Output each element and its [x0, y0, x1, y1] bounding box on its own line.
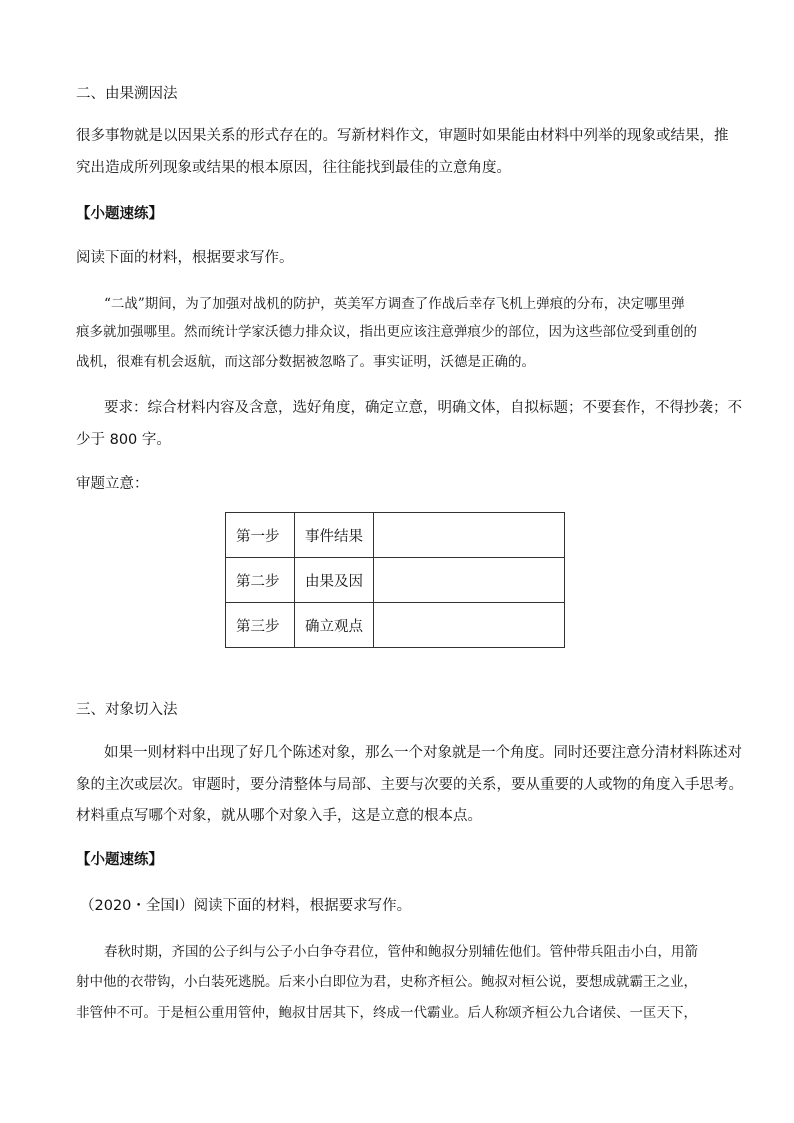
table-cell: 由果及因: [295, 558, 374, 603]
analysis-label: 审题立意：: [76, 476, 149, 492]
table-cell: [374, 603, 565, 648]
requirement-line: 要求：综合材料内容及含意，选好角度，确定立意，明确文体，自拟标题；不要套作，不得抄袭；不: [104, 400, 742, 416]
material-line: 春秋时期，齐国的公子纠与公子小白争夺君位，管仲和鲍叔分别辅佐他们。管仲带兵阻击小白，用箭: [104, 944, 698, 960]
table-cell: 确立观点: [295, 603, 374, 648]
instruction-text: （2020・全国Ⅰ）阅读下面的材料，根据要求写作。: [80, 898, 412, 914]
table-cell: 事件结果: [295, 513, 374, 558]
table-cell: [374, 558, 565, 603]
instruction-text: 阅读下面的材料，根据要求写作。: [76, 250, 294, 266]
practice-label: 【小题速练】: [76, 852, 163, 868]
material-line: 非管仲不可。于是桓公重用管仲，鲍叔甘居其下，终成一代霸业。后人称颂齐桓公九合诸侯、一匡天下，: [76, 1005, 697, 1021]
table-row: [226, 603, 565, 648]
table-row: [226, 513, 565, 558]
table-cell: [374, 513, 565, 558]
table-cell: 第三步: [226, 603, 295, 648]
paragraph-line: 如果一则材料中出现了好几个陈述对象，那么一个对象就是一个角度。同时还要注意分清材料陈述对: [104, 745, 742, 761]
table-row: [226, 558, 565, 603]
material-line: 战机，很难有机会返航，而这部分数据被忽略了。事实证明，沃德是正确的。: [76, 354, 535, 370]
requirement-line: 少于 800 字。: [76, 432, 171, 448]
table-cell: 第二步: [226, 558, 295, 603]
practice-label: 【小题速练】: [76, 206, 163, 222]
material-line: “二战”期间，为了加强对战机的防护，英美军方调查了作战后幸存飞机上弹痕的分布，决定哪里弹: [104, 296, 685, 312]
material-line: 射中他的衣带钩，小白装死逃脱。后来小白即位为君，史称齐桓公。鲍叔对桓公说，要想成就霸王之业，: [76, 974, 697, 990]
paragraph-line: 材料重点写哪个对象，就从哪个对象入手，这是立意的根本点。: [76, 808, 482, 824]
material-line: 痕多就加强哪里。然而统计学家沃德力排众议，指出更应该注意弹痕少的部位，因为这些部位受到重创的: [76, 324, 697, 340]
section-heading: 三、对象切入法: [76, 702, 178, 718]
paragraph-line: 很多事物就是以因果关系的形式存在的。写新材料作文，审题时如果能由材料中列举的现象或结果，推: [76, 128, 729, 144]
table-cell: 第一步: [226, 513, 295, 558]
section-heading: 二、由果溯因法: [76, 86, 178, 102]
paragraph-line: 象的主次或层次。审题时，要分清整体与局部、主要与次要的关系，要从重要的人或物的角度入手思考。: [76, 777, 743, 793]
paragraph-line: 究出造成所列现象或结果的根本原因，往往能找到最佳的立意角度。: [76, 160, 511, 176]
analysis-table: [225, 512, 565, 648]
